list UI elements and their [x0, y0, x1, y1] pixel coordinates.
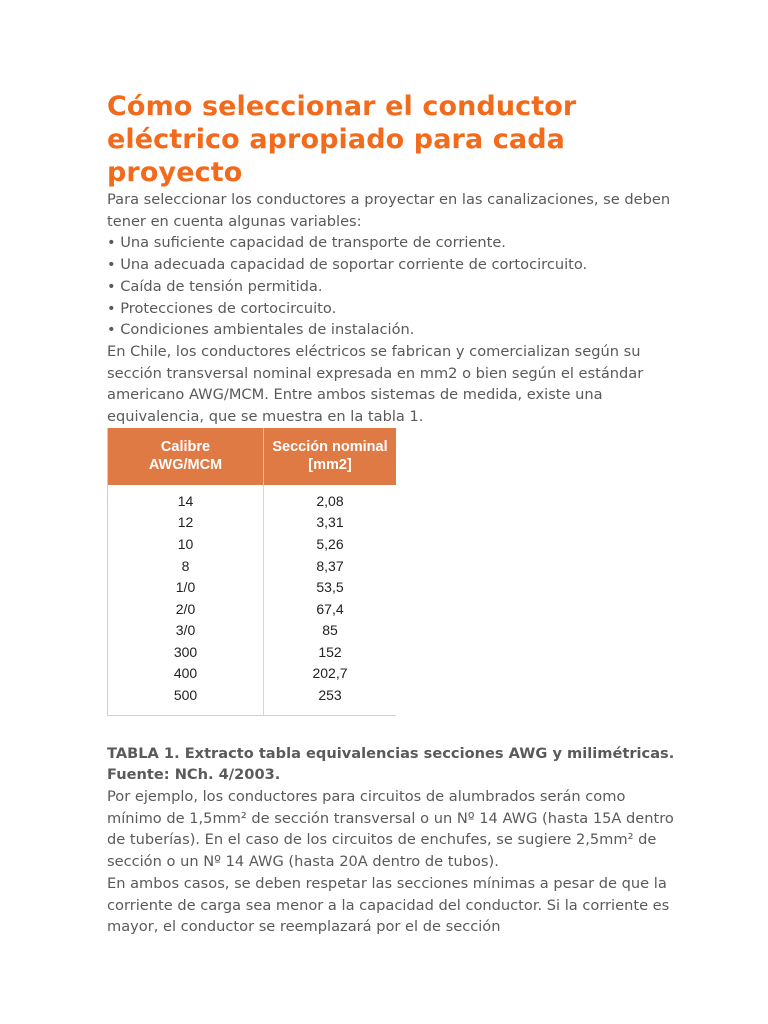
intro-paragraph: Para seleccionar los conductores a proyectar en las canalizaciones, se deben tener en cuenta algunas variables:: [107, 191, 671, 230]
header-seccion-line1: Sección nominal: [272, 439, 388, 456]
cell-mm2: 202,7: [312, 665, 348, 682]
both-cases-paragraph: En ambos casos, se deben respetar las secciones mínimas a pesar de que la corriente de carga sea menor a la capacidad del conductor. Si la corriente es mayor, el conductor se reemplazará por el de sección: [107, 874, 670, 936]
list-item: • Una adecuada capacidad de soportar corriente de cortocircuito.: [107, 256, 588, 274]
cell-mm2: 85: [322, 622, 338, 639]
cell-mm2: 253: [318, 687, 342, 704]
cell-awg: 8: [108, 556, 264, 578]
table-row: [108, 663, 396, 685]
cell-mm2: 152: [318, 643, 342, 660]
cell-awg: 14: [108, 485, 264, 513]
table-row: [108, 685, 396, 715]
cell-awg: 500: [108, 685, 264, 715]
header-calibre-line1: Calibre: [160, 439, 211, 456]
cell-mm2: 3,31: [316, 514, 344, 531]
table-row: [108, 577, 396, 599]
header-calibre-line2: AWG/MCM: [148, 457, 223, 474]
header-seccion: [264, 428, 397, 485]
cell-mm2: 5,26: [316, 535, 344, 552]
list-item: • Caída de tensión permitida.: [107, 277, 323, 295]
table-row: [108, 642, 396, 664]
variables-list: [107, 232, 677, 341]
header-seccion-line2: [mm2]: [308, 457, 352, 474]
list-item: • Protecciones de cortocircuito.: [107, 299, 337, 317]
cell-awg: 10: [108, 534, 264, 556]
cell-mm2: 8,37: [316, 557, 344, 574]
article-title: Cómo seleccionar el conductor eléctrico apropiado para cada proyecto: [107, 91, 577, 188]
cell-mm2: 53,5: [316, 579, 344, 596]
cell-awg: 1/0: [108, 577, 264, 599]
cell-awg: 3/0: [108, 620, 264, 642]
table-header-row: [108, 428, 396, 485]
table-row: [108, 534, 396, 556]
table-row: [108, 485, 396, 513]
table-row: [108, 599, 396, 621]
table-row: [108, 556, 396, 578]
list-item: • Condiciones ambientales de instalación.: [107, 321, 415, 339]
table-caption: TABLA 1. Extracto tabla equivalencias secciones AWG y milimétricas. Fuente: NCh. 4/2003.: [107, 744, 675, 784]
cell-awg: 12: [108, 512, 264, 534]
equivalence-table-image: [107, 428, 396, 716]
example-paragraph: Por ejemplo, los conductores para circuitos de alumbrados serán como mínimo de 1,5mm² de sección transversal o un Nº 14 AWG (hasta 15A dentro de tuberías). En el caso de los circuitos de enchufes, se sugiere 2,5mm² de sección o un Nº 14 AWG (hasta 20A dentro de tubos).: [107, 788, 674, 871]
cell-mm2: 2,08: [316, 492, 344, 509]
article: [107, 90, 677, 938]
chile-paragraph: En Chile, los conductores eléctricos se fabrican y comercializan según su sección transversal nominal expresada en mm2 o bien según el estándar americano AWG/MCM. Entre ambos sistemas de medida, existe una equivalencia, que se muestra en la tabla 1.: [107, 342, 644, 426]
cell-awg: 300: [108, 642, 264, 664]
cell-awg: 2/0: [108, 599, 264, 621]
list-item: • Una suficiente capacidad de transporte de corriente.: [107, 234, 506, 252]
cell-mm2: 67,4: [316, 600, 344, 617]
header-calibre: [108, 428, 264, 485]
table-row: [108, 512, 396, 534]
equivalence-table: [108, 428, 396, 715]
table-row: [108, 620, 396, 642]
cell-awg: 400: [108, 663, 264, 685]
